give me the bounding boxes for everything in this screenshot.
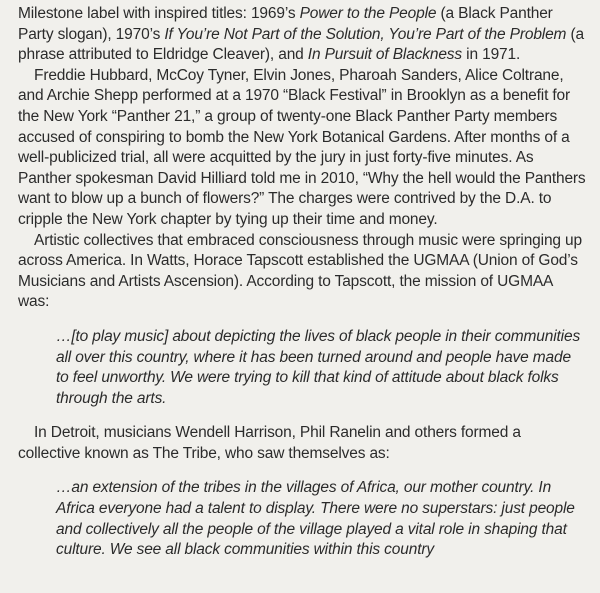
- quote-bracket-text: to play music: [75, 327, 165, 345]
- album-title-in-pursuit-of-blackness: In Pursuit of Blackness: [307, 46, 463, 64]
- text-run: (a phrase attributed to Eldridge Cleaver), and: [18, 25, 584, 64]
- text-run: (a Black Panther Party slogan), 1970’s: [18, 5, 553, 43]
- paragraph-artistic-collectives: Artistic collectives that embraced consciousness through music were springing up across America. In Watts, Horace Tapscott established the UGMAA (Union of God’s Musicians and Artists Ascension). According to Tapscott, the mission of UGMAA was:: [18, 231, 582, 311]
- paragraph-detroit-tribe: In Detroit, musicians Wendell Harrison, Phil Ranelin and others formed a collective known as The Tribe, who saw themselves as:: [18, 424, 521, 462]
- text-run: in 1971.: [462, 46, 521, 64]
- paragraph-milestone-titles: [18, 4, 586, 66]
- quote-text-run: …[: [56, 327, 76, 345]
- album-title-part-of-the-solution: If You’re Not Part of the Solution, You’re Part of the Problem: [164, 25, 567, 43]
- text-run: Milestone label with inspired titles: 1969’s: [18, 5, 300, 22]
- album-title-power-to-the-people: Power to the People: [299, 5, 437, 22]
- blockquote-tapscott: [56, 327, 586, 409]
- blockquote-tribe: …an extension of the tribes in the villages of Africa, our mother country. In Africa everyone had a talent to display. There were no superstars: just people and collectively all the people of the village played a vital role in shaping that culture. We see all black communities within this country: [56, 479, 575, 559]
- paragraph-black-festival: Freddie Hubbard, McCoy Tyner, Elvin Jones, Pharoah Sanders, Alice Coltrane, and Archie Shepp performed at a 1970 “Black Festival” in Brooklyn as a benefit for the New York “Panther 21,” a group of twenty-one Black Panther Party members accused of conspiring to bomb the New York Botanical Gardens. After months of a well-publicized trial, all were acquitted by the jury in just forty-five minutes. As Panther spokesman David Hilliard told me in 2010, “Why the hell would the Panthers want to blow up a bunch of flowers?” The charges were contrived by the D.A. to cripple the New York chapter by tying up their time and money.: [18, 66, 586, 228]
- quote-text-run: ] about depicting the lives of black people in their communities all over this country, where it has been turned around and people have made to feel unworthy. We were trying to kill that kind of attitude about black folks through the arts.: [56, 327, 581, 407]
